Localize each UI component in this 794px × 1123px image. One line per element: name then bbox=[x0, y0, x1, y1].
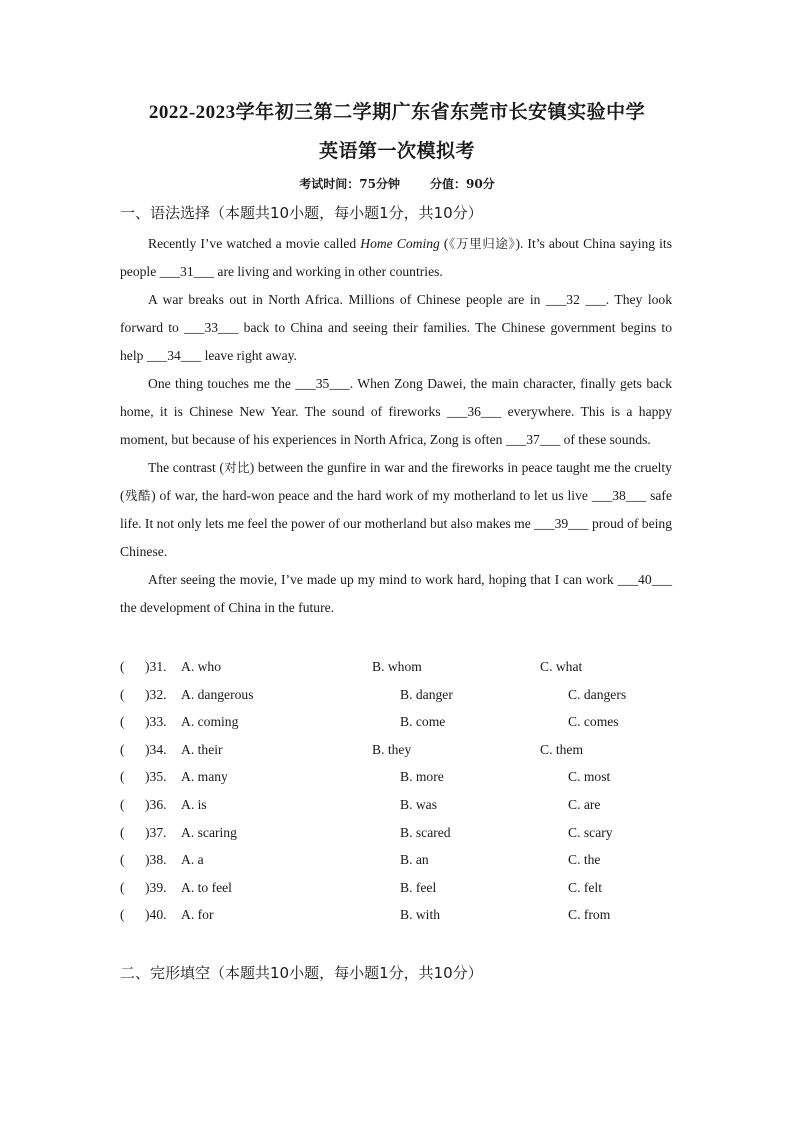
blank-36[interactable]: ___36___ bbox=[446, 404, 502, 419]
text: leave right away. bbox=[201, 348, 297, 363]
question-number: )34. bbox=[145, 741, 167, 757]
option-b[interactable]: B. more bbox=[400, 769, 444, 785]
option-b[interactable]: B. feel bbox=[400, 879, 437, 895]
text: back to China and seeing their families. The Chinese government begins to help bbox=[120, 320, 672, 363]
section1-heading: 一、语法选择（本题共10小题，每小题1分，共10分） bbox=[120, 204, 483, 222]
answer-paren[interactable]: ( bbox=[120, 824, 125, 840]
option-b[interactable]: B. come bbox=[400, 714, 446, 730]
text: ) between the gunfire in war and the fireworks in peace taught me the cruelty ( bbox=[120, 460, 672, 503]
exam-title-line2: 英语第一次模拟考 bbox=[318, 141, 475, 162]
option-c[interactable]: C. scary bbox=[568, 824, 613, 840]
answer-paren[interactable]: ( bbox=[120, 879, 125, 895]
text: The contrast ( bbox=[148, 460, 224, 475]
answer-paren[interactable]: ( bbox=[120, 769, 125, 785]
exam-score: 分值：90分 bbox=[430, 177, 495, 191]
option-a[interactable]: A. for bbox=[181, 907, 214, 923]
blank-39[interactable]: ___39___ bbox=[534, 516, 589, 531]
option-c[interactable]: C. from bbox=[568, 907, 611, 923]
blank-31[interactable]: ___31___ bbox=[159, 264, 215, 279]
text: ( bbox=[439, 236, 449, 251]
answer-paren[interactable]: ( bbox=[120, 659, 125, 674]
option-a[interactable]: A. their bbox=[181, 741, 223, 757]
text: the development of China in the future. bbox=[120, 600, 335, 615]
option-a[interactable]: A. who bbox=[181, 659, 222, 674]
section2-heading: 二、完形填空（本题共10小题，每小题1分，共10分） bbox=[120, 964, 483, 982]
question-number: )31. bbox=[145, 659, 167, 674]
paragraph-1 bbox=[120, 230, 672, 286]
text: everywhere. This is a happy moment, but because of his experiences in North Africa, Zong is often bbox=[120, 404, 672, 447]
answer-paren[interactable]: ( bbox=[120, 714, 125, 730]
option-c[interactable]: C. most bbox=[568, 769, 611, 785]
option-b[interactable]: B. was bbox=[400, 796, 438, 812]
movie-title: Home Coming bbox=[360, 236, 440, 251]
text: Recently I’ve watched a movie called bbox=[148, 236, 361, 251]
exam-time: 考试时间：75分钟 bbox=[299, 177, 400, 191]
option-a[interactable]: A. many bbox=[181, 769, 228, 785]
question-40 bbox=[120, 903, 680, 931]
paragraph-4 bbox=[120, 454, 672, 566]
blank-40[interactable]: ___40___ bbox=[617, 572, 672, 587]
question-number: )33. bbox=[145, 714, 167, 730]
text: . They look forward to bbox=[120, 292, 672, 335]
blank-34[interactable]: ___34___ bbox=[146, 348, 202, 363]
question-number: )35. bbox=[145, 769, 167, 785]
option-a[interactable]: A. dangerous bbox=[181, 686, 254, 702]
movie-title-cn: 《万里归途》 bbox=[448, 236, 516, 251]
exam-meta bbox=[0, 175, 794, 192]
option-b[interactable]: B. danger bbox=[400, 686, 453, 702]
paragraph-3 bbox=[120, 370, 672, 454]
question-31 bbox=[120, 655, 680, 683]
text: ). It’s about China saying its people bbox=[120, 236, 672, 279]
blank-37[interactable]: ___37___ bbox=[505, 432, 561, 447]
option-b[interactable]: B. scared bbox=[400, 824, 451, 840]
answer-paren[interactable]: ( bbox=[120, 686, 125, 702]
option-c[interactable]: C. comes bbox=[568, 714, 619, 730]
question-36 bbox=[120, 793, 680, 821]
option-a[interactable]: A. scaring bbox=[181, 824, 237, 840]
question-number: )36. bbox=[145, 796, 167, 812]
text: proud of being Chinese. bbox=[120, 516, 672, 559]
option-c[interactable]: C. dangers bbox=[568, 686, 627, 702]
question-37 bbox=[120, 821, 680, 849]
text: ) of war, the hard-won peace and the hard work of my motherland to let us live bbox=[151, 488, 592, 503]
question-number: )37. bbox=[145, 824, 167, 840]
blank-38[interactable]: ___38___ bbox=[591, 488, 647, 503]
blank-33[interactable]: ___33___ bbox=[184, 320, 239, 335]
text: A war breaks out in North Africa. Millions of Chinese people are in bbox=[148, 292, 546, 307]
option-a[interactable]: A. is bbox=[181, 796, 207, 812]
question-number: )32. bbox=[145, 686, 167, 702]
option-b[interactable]: B. whom bbox=[372, 659, 422, 674]
gloss-cn: 对比 bbox=[223, 460, 250, 475]
answer-paren[interactable]: ( bbox=[120, 907, 125, 923]
text: One thing touches me the bbox=[148, 376, 296, 391]
option-a[interactable]: A. to feel bbox=[181, 879, 232, 895]
option-c[interactable]: C. are bbox=[568, 796, 601, 812]
text: of these sounds. bbox=[560, 432, 651, 447]
question-38 bbox=[120, 848, 680, 876]
paragraph-2 bbox=[120, 286, 672, 370]
option-a[interactable]: A. a bbox=[181, 852, 204, 868]
question-34 bbox=[120, 738, 680, 766]
question-number: )39. bbox=[145, 879, 167, 895]
answer-paren[interactable]: ( bbox=[120, 741, 125, 757]
text: . When Zong Dawei, the main character, finally gets back home, it is Chinese New Year. The sound of fireworks bbox=[120, 376, 672, 419]
grammar-passage bbox=[120, 230, 672, 622]
question-number: )40. bbox=[145, 907, 167, 923]
text: After seeing the movie, I’ve made up my mind to work hard, hoping that I can work bbox=[148, 572, 618, 587]
option-c[interactable]: C. the bbox=[568, 852, 601, 868]
answer-paren[interactable]: ( bbox=[120, 796, 125, 812]
option-b[interactable]: B. they bbox=[372, 741, 412, 757]
question-35 bbox=[120, 765, 680, 793]
answer-options bbox=[120, 655, 680, 931]
question-39 bbox=[120, 876, 680, 904]
question-33 bbox=[120, 710, 680, 738]
paragraph-5 bbox=[120, 566, 672, 622]
gloss-cn: 残酷 bbox=[124, 488, 152, 503]
blank-35[interactable]: ___35___ bbox=[295, 376, 350, 391]
question-number: )38. bbox=[145, 852, 167, 868]
option-c[interactable]: C. them bbox=[540, 741, 584, 757]
exam-title-line1: 2022-2023学年初三第二学期广东省东莞市长安镇实验中学 bbox=[148, 102, 646, 123]
option-a[interactable]: A. coming bbox=[181, 714, 239, 730]
text: are living and working in other countries. bbox=[214, 264, 443, 279]
question-32 bbox=[120, 683, 680, 711]
blank-32[interactable]: ___32 ___ bbox=[545, 292, 606, 307]
text: safe life. It not only lets me feel the power of our motherland but also makes me bbox=[120, 488, 672, 531]
option-b[interactable]: B. an bbox=[400, 852, 429, 868]
option-c[interactable]: C. felt bbox=[568, 879, 602, 895]
answer-paren[interactable]: ( bbox=[120, 852, 125, 868]
option-b[interactable]: B. with bbox=[400, 907, 441, 923]
option-c[interactable]: C. what bbox=[540, 659, 583, 674]
